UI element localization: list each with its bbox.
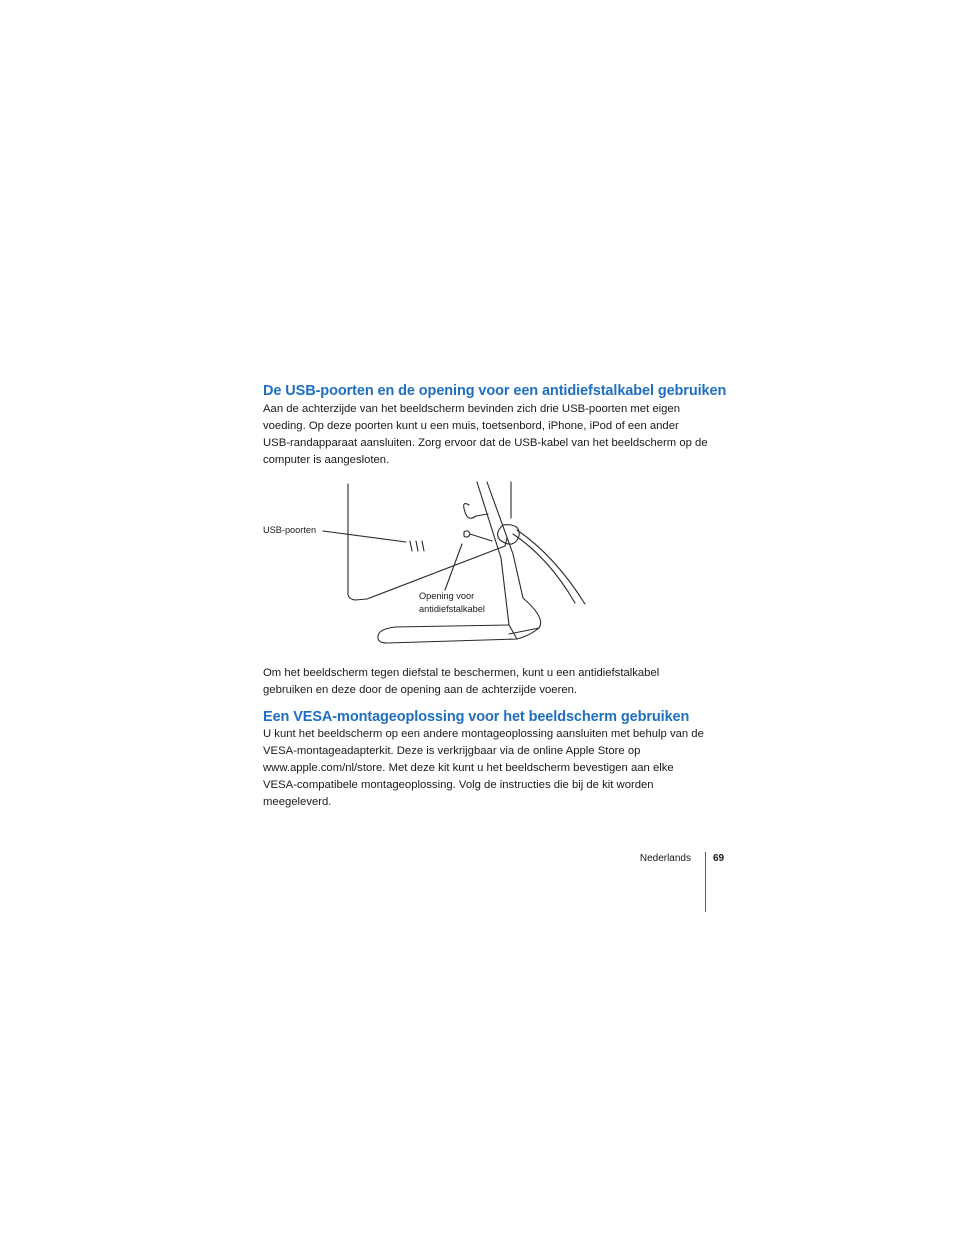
security-paragraph: Om het beeldscherm tegen diefstal te beschermen, kunt u een antidiefstalkabel gebruiken en deze door de opening aan de achterzijde voeren. — [263, 667, 660, 696]
usb-paragraph: Aan de achterzijde van het beeldscherm bevinden zich drie USB-poorten met eigen voeding. Op deze poorten kunt u een muis, toetsenbord, iPhone, iPod of een ander USB-randapparaat aansluiten. Zorg ervoor dat de USB-kabel van het beeldscherm op de computer is aangesloten. — [263, 403, 708, 466]
slot-leader-line — [445, 544, 462, 590]
footer-language: Nederlands — [639, 853, 691, 864]
display-rear-drawing — [255, 478, 595, 653]
usb-ports-label: USB-poorten — [263, 525, 317, 535]
usb-leader-line — [323, 531, 406, 542]
connector-outline — [464, 504, 476, 519]
footer-divider — [705, 852, 706, 912]
page-number: 69 — [713, 853, 725, 864]
security-slot-label-line2: antidiefstalkabel — [419, 604, 485, 614]
usb-port-icon-3 — [422, 541, 424, 551]
display-rear-illustration — [255, 478, 595, 653]
security-slot-label-line1: Opening voor — [419, 591, 475, 601]
usb-port-icon-2 — [416, 541, 418, 551]
vesa-paragraph: U kunt het beeldscherm op een andere montageoplossing aansluiten met behulp van de VESA-montageadapterkit. Deze is verkrijgbaar via de online Apple Store op www.apple.com/nl/store. Met deze kit kunt u het beeldscherm bevestigen aan elke VESA-compatibele montageoplossing. Volg de instructies die bij de kit worden meegeleverd. — [263, 728, 704, 808]
cable-strand-2 — [517, 530, 585, 604]
security-slot-label — [419, 590, 485, 616]
security-slot-icon — [464, 531, 470, 537]
display-panel-outline — [348, 484, 367, 600]
section-heading-usb: De USB-poorten en de opening voor een antidiefstalkabel gebruiken — [263, 383, 727, 399]
stand-back-edge — [487, 482, 541, 634]
stand-base-top — [378, 625, 509, 636]
section-heading-vesa: Een VESA-montageoplossing voor het beeldscherm gebruiken — [263, 709, 690, 725]
usb-port-icon-1 — [410, 541, 412, 551]
